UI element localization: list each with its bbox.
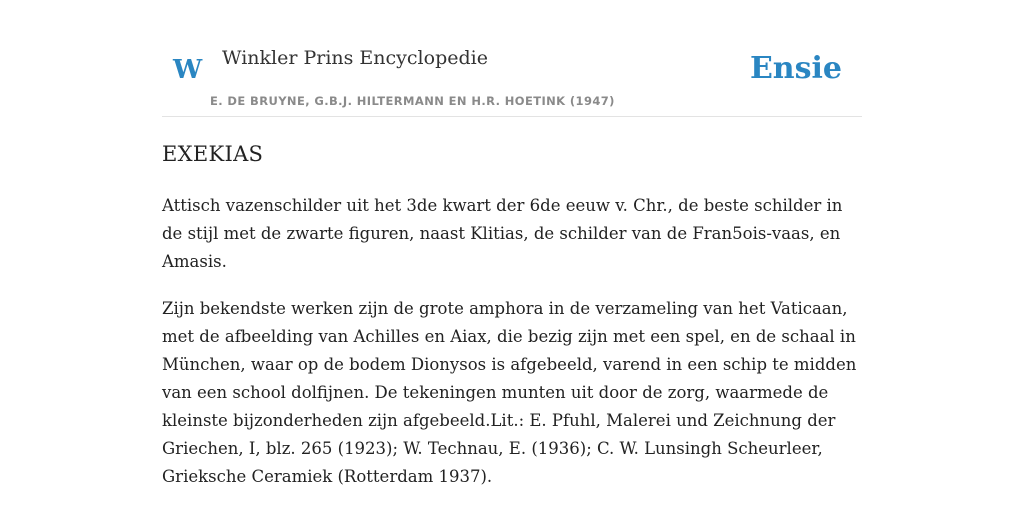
ensie-brand-link[interactable]: Ensie xyxy=(749,51,842,86)
article-title: EXEKIAS xyxy=(162,142,264,166)
site-title: Winkler Prins Encyclopedie xyxy=(222,47,488,69)
page xyxy=(162,0,862,486)
site-header xyxy=(162,0,862,117)
article-paragraph: Zijn bekendste werken zijn de grote amphora in de verzameling van het Vaticaan, met de afbeelding van Achilles en Aiax, die bezig zijn met een spel, en de schaal in München, waar op de bodem Dionysos is afgebeeld, varend in een schip te midden van een school dolfijnen. De tekeningen munten uit door de zorg, waarmede de kleinste bijzonderheden zijn afgebeeld.Lit.: E. Pfuhl, Malerei und Zeichnung der Griechen, I, blz. 265 (1923); W. Technau, E. (1936); C. W. Lunsingh Scheurleer, Grieksche Ceramiek (Rotterdam 1937). xyxy=(162,299,857,486)
winkler-prins-logo[interactable]: W xyxy=(173,55,203,85)
article-paragraph: Attisch vazenschilder uit het 3de kwart der 6de eeuw v. Chr., de beste schilder in de stijl met de zwarte figuren, naast Klitias, de schilder van de Fran5ois-vaas, en Amasis. xyxy=(162,196,843,271)
authors-subtitle: E. DE BRUYNE, G.B.J. HILTERMANN EN H.R. HOETINK (1947) xyxy=(210,94,615,108)
article-body xyxy=(162,192,862,510)
